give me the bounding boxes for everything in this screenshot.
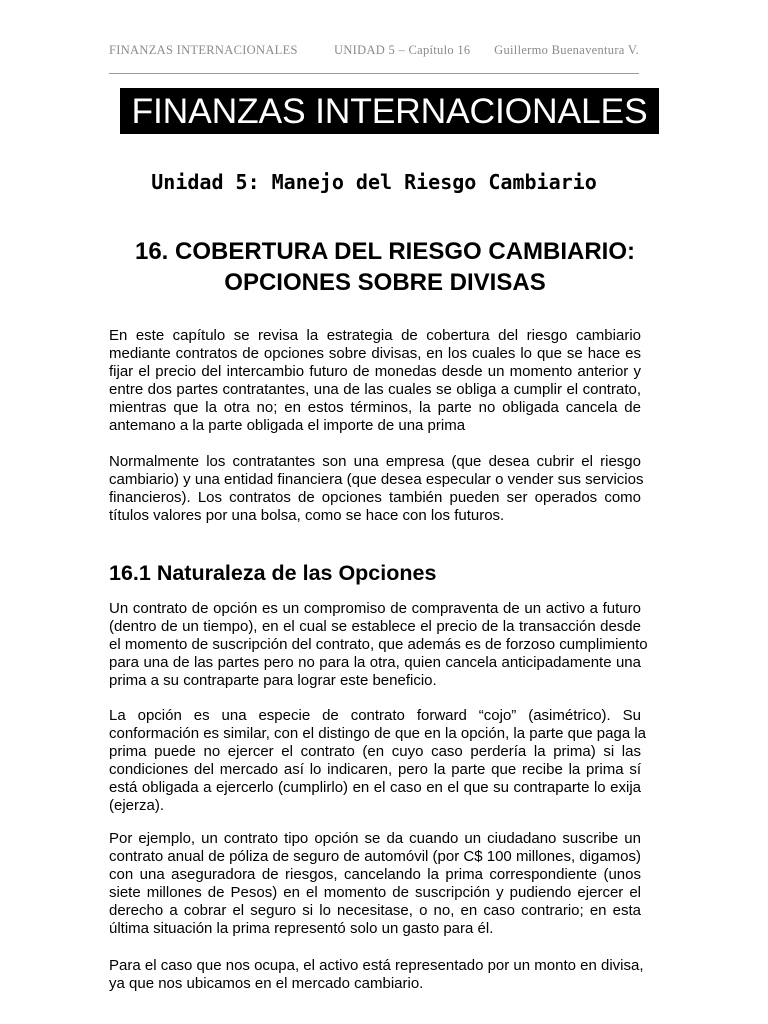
paragraph-line: Un contrato de opción es un compromiso de compraventa de un activo a futuro	[109, 600, 641, 617]
paragraph-line: ya que nos ubicamos en el mercado cambiario.	[109, 975, 424, 992]
unit-title: Unidad 5: Manejo del Riesgo Cambiario	[151, 170, 597, 194]
paragraph-line: antemano a la parte obligada el importe de una prima	[109, 417, 466, 434]
section-title: 16.1 Naturaleza de las Opciones	[109, 561, 437, 585]
paragraph-line: La opción es una especie de contrato forward “cojo” (asimétrico). Su	[109, 707, 641, 724]
paragraph-line: cambiario) y una entidad financiera (que desea especular o vender sus servicios	[109, 471, 644, 488]
paragraph-line: derecho a cobrar el seguro si lo necesitase, o no, en caso contrario; en esta	[109, 902, 641, 919]
section-paragraph-1	[109, 600, 648, 690]
paragraph-line: (dentro de un tiempo), en el cual se establece el precio de la transacción desde	[109, 618, 641, 635]
paragraph-line: mediante contratos de opciones sobre divisas, en los cuales lo que se hace es	[109, 345, 641, 362]
paragraph-line: prima puede no ejercer el contrato (en cuyo caso perdería la prima) si las	[109, 743, 641, 760]
header-author: Guillermo Buenaventura V.	[494, 43, 639, 57]
section-paragraph-4	[109, 957, 644, 993]
header-course-name: FINANZAS INTERNACIONALES	[109, 43, 298, 57]
paragraph-line: está obligada a ejercerlo (cumplirlo) en el caso en el que su contraparte lo exija	[109, 779, 641, 796]
paragraph-line: última situación la prima representó solo un gasto para él.	[109, 920, 494, 937]
intro-paragraph-2	[109, 453, 644, 525]
paragraph-line: Normalmente los contratantes son una empresa (que desea cubrir el riesgo	[109, 453, 641, 470]
paragraph-line: mientras que la otra no; en estos términos, la parte no obligada cancela de	[109, 399, 641, 416]
chapter-title	[100, 236, 670, 298]
paragraph-line: Por ejemplo, un contrato tipo opción se da cuando un ciudadano suscribe un	[109, 830, 641, 847]
paragraph-line: para una de las partes pero no para la otra, quien cancela anticipadamente una	[109, 654, 641, 671]
paragraph-line: títulos valores por una bolsa, como se hace con los futuros.	[109, 507, 505, 524]
paragraph-line: entre dos partes contratantes, una de las cuales se obliga a cumplir el contrato,	[109, 381, 641, 398]
paragraph-line: (ejerza).	[109, 797, 165, 814]
paragraph-line: Para el caso que nos ocupa, el activo está representado por un monto en divisa,	[109, 957, 644, 974]
header-divider	[109, 73, 639, 74]
paragraph-line: siete millones de Pesos) en el momento de suscripción y pudiendo ejercer el	[109, 884, 641, 901]
paragraph-line: el momento de suscripción del contrato, que además es de forzoso cumplimiento	[109, 636, 648, 653]
paragraph-line: En este capítulo se revisa la estrategia de cobertura del riesgo cambiario	[109, 327, 641, 344]
chapter-title-line-2: OPCIONES SOBRE DIVISAS	[224, 269, 546, 296]
paragraph-line: condiciones del mercado así lo indicaren, pero la parte que recibe la prima sí	[109, 761, 641, 778]
paragraph-line: con una aseguradora de riesgos, cancelando la prima correspondiente (unos	[109, 866, 641, 883]
course-title-banner: FINANZAS INTERNACIONALES	[120, 88, 659, 134]
paragraph-line: contrato anual de póliza de seguro de automóvil (por C$ 100 millones, digamos)	[109, 848, 641, 865]
intro-paragraph-1	[109, 327, 641, 435]
header-unit-chapter: UNIDAD 5 – Capítulo 16	[334, 43, 471, 57]
paragraph-line: conformación es similar, con el distingo de que en la opción, la parte que paga la	[109, 725, 647, 742]
paragraph-line: fijar el precio del intercambio futuro de monedas desde un momento anterior y	[109, 363, 641, 380]
section-paragraph-3	[109, 830, 641, 938]
paragraph-line: financieros). Los contratos de opciones también pueden ser operados como	[109, 489, 641, 506]
paragraph-line: prima a su contraparte para lograr este beneficio.	[109, 672, 437, 689]
section-paragraph-2	[109, 707, 647, 815]
chapter-title-line-1: 16. COBERTURA DEL RIESGO CAMBIARIO:	[134, 238, 636, 265]
